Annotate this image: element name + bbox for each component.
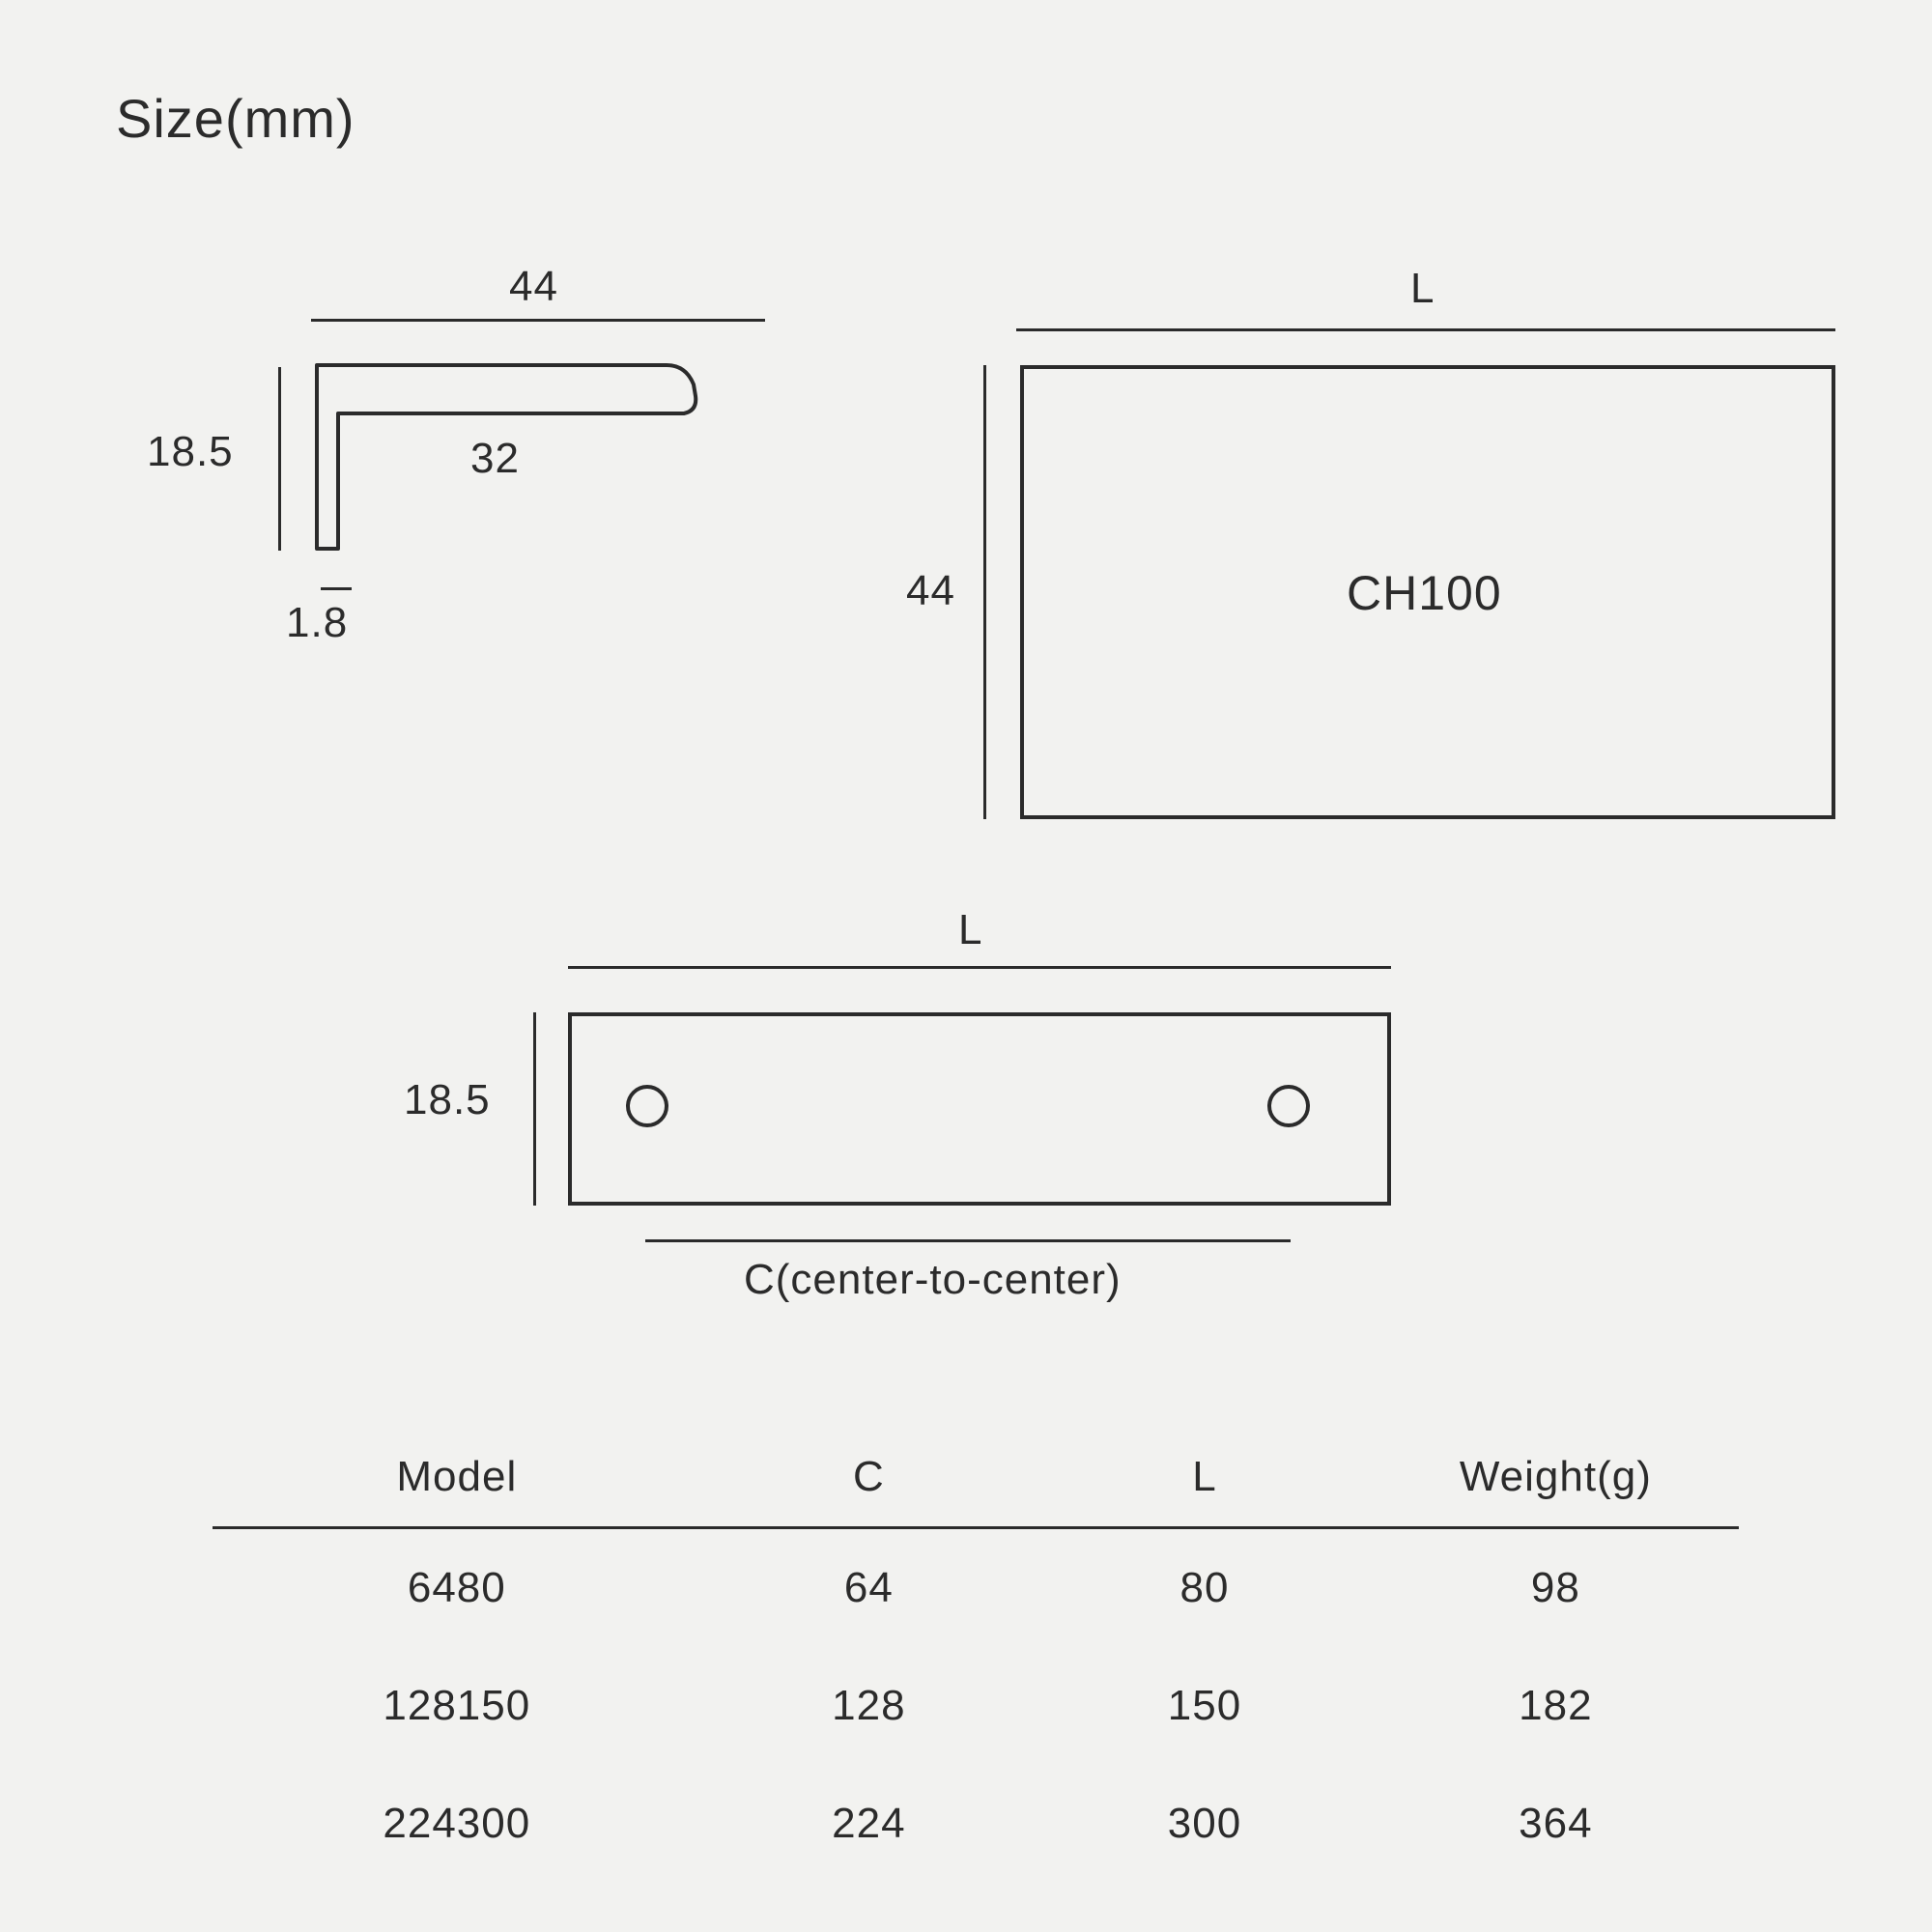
dim-line-C [645, 1239, 1291, 1242]
column-header-l: L [1192, 1453, 1217, 1500]
dim-line-L-front [1016, 328, 1835, 331]
screw-hole-right [1267, 1085, 1310, 1127]
column-header-weight: Weight(g) [1459, 1453, 1652, 1500]
cell-model: 224300 [383, 1800, 531, 1847]
dim-line-18-5-side [278, 367, 281, 551]
model-code-label: CH100 [1347, 566, 1502, 620]
cell-c: 224 [832, 1800, 906, 1847]
dim-label-C: C(center-to-center) [744, 1256, 1122, 1303]
dim-line-L-top [568, 966, 1391, 969]
cell-l: 150 [1167, 1682, 1242, 1729]
spec-table [213, 1439, 1739, 1883]
dim-label-L-front: L [1410, 265, 1435, 312]
cell-model: 128150 [383, 1682, 531, 1729]
column-header-c: C [853, 1453, 885, 1500]
cell-c: 128 [832, 1682, 906, 1729]
dim-label-44-front: 44 [906, 567, 955, 614]
table-header-row [213, 1439, 1739, 1528]
page-title: Size(mm) [116, 88, 355, 149]
cell-weight: 364 [1519, 1800, 1593, 1847]
dim-label-44-top: 44 [509, 263, 558, 310]
table-row [213, 1647, 1739, 1765]
cell-c: 64 [843, 1564, 894, 1611]
cell-l: 300 [1167, 1800, 1242, 1847]
dim-line-18-5-top [533, 1012, 536, 1206]
cell-weight: 98 [1530, 1564, 1580, 1611]
table-row [213, 1765, 1739, 1883]
dim-label-1-8: 1.8 [286, 599, 349, 646]
column-header-model: Model [396, 1453, 518, 1500]
dim-label-L-top: L [958, 906, 983, 953]
dim-label-18-5-side: 18.5 [147, 428, 234, 475]
cell-model: 6480 [407, 1564, 506, 1611]
side-profile-shape [309, 357, 792, 570]
table-row [213, 1528, 1739, 1648]
dim-label-18-5-top: 18.5 [404, 1076, 491, 1123]
dim-line-44-top [311, 319, 765, 322]
cell-l: 80 [1179, 1564, 1230, 1611]
dim-label-32: 32 [470, 435, 520, 482]
dim-tick-1-8 [321, 587, 352, 590]
screw-hole-left [626, 1085, 668, 1127]
cell-weight: 182 [1519, 1682, 1593, 1729]
dim-line-44-front [983, 365, 986, 819]
